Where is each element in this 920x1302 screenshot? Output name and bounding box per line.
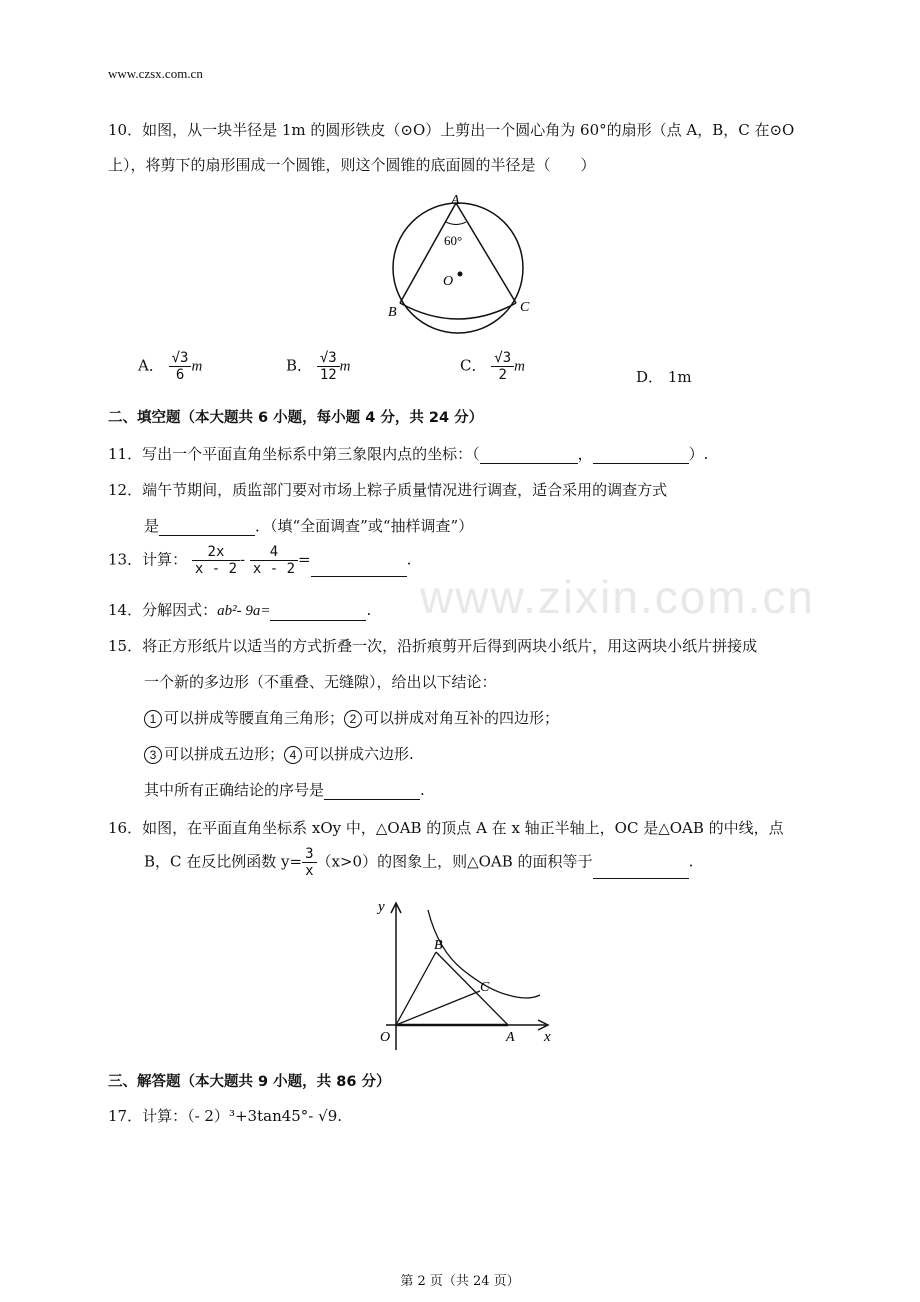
coordinate-figure [368, 895, 568, 1055]
q16-line2: B，C 在反比例函数 y= $\frac{3}{x}$ （x>0）的图象上，则△OAB 的面积等于 . [144, 846, 694, 879]
point-B-label: B [388, 305, 397, 320]
angle-label: 60° [444, 233, 463, 248]
point-B-label: B [434, 938, 443, 953]
q15-line1: 15．将正方形纸片以适当的方式折叠一次，沿折痕剪开后得到两块小纸片，用这两块小纸片拼接成 [108, 637, 758, 655]
section-2-heading: 二、填空题（本大题共 6 小题，每小题 4 分，共 24 分） [108, 410, 484, 426]
origin-label: O [380, 1030, 391, 1045]
q10-line1: 10．如图，从一块半径是 1m 的圆形铁皮（⊙O）上剪出一个圆心角为 60°的扇形（点 A，B，C 在⊙O [108, 121, 795, 139]
site-url[interactable]: www.czsx.com.cn [108, 66, 203, 81]
q15-line2: 一个新的多边形（不重叠、无缝隙），给出以下结论： [144, 673, 497, 691]
option-A[interactable]: A． $\frac{√3}{6}$ m [138, 350, 203, 383]
q11: 11．写出一个平面直角坐标系中第三象限内点的坐标：（ ， ）. [108, 445, 709, 463]
q15-line5: 其中所有正确结论的序号是 . [144, 781, 425, 799]
option-C[interactable]: C． $\frac{√3}{2}$ m [460, 350, 525, 383]
page-footer: 第 2 页（共 24 页） [400, 1274, 520, 1289]
option-B[interactable]: B． $\frac{√3}{12}$ m [286, 350, 351, 383]
q15-conclusions-1-2: 1 可以拼成等腰直角三角形； 2 可以拼成对角互补的四边形； [144, 708, 559, 728]
watermark: www.zixin.com.cn [420, 571, 815, 623]
axis-x-label: x [544, 1029, 551, 1045]
point-A-label: A [506, 1030, 515, 1045]
q16-line1: 16．如图，在平面直角坐标系 xOy 中，△OAB 的顶点 A 在 x 轴正半轴上，OC 是△OAB 的中线，点 [108, 819, 784, 837]
circle-sector-figure [380, 190, 540, 340]
point-O-label: O [443, 274, 454, 289]
q15-conclusions-3-4: 3 可以拼成五边形； 4 可以拼成六边形. [144, 744, 414, 764]
point-C-label: C [520, 300, 530, 315]
section-3-heading: 三、解答题（本大题共 9 小题，共 86 分） [108, 1074, 391, 1090]
option-D[interactable]: D． 1m [636, 368, 692, 386]
q14: 14．分解因式：ab²- 9a= . [108, 601, 372, 619]
q12-line2: 是 ．（填“全面调查”或“抽样调查”） [144, 517, 474, 535]
q12-line1: 12．端午节期间，质监部门要对市场上粽子质量情况进行调查，适合采用的调查方式 [108, 481, 668, 499]
q13: 13．计算： $\frac{2x}{x - 2}$ - $\frac{4}{x - 2}$ = . [108, 544, 412, 577]
q10-line2: 上），将剪下的扇形围成一个圆锥，则这个圆锥的底面圆的半径是（ ） [108, 156, 596, 174]
axis-y-label: y [378, 899, 385, 915]
point-A-label: A [451, 193, 460, 208]
point-C-label: C [480, 980, 490, 995]
q17: 17．计算：（- 2）³+3tan45°- √9. [108, 1107, 343, 1125]
